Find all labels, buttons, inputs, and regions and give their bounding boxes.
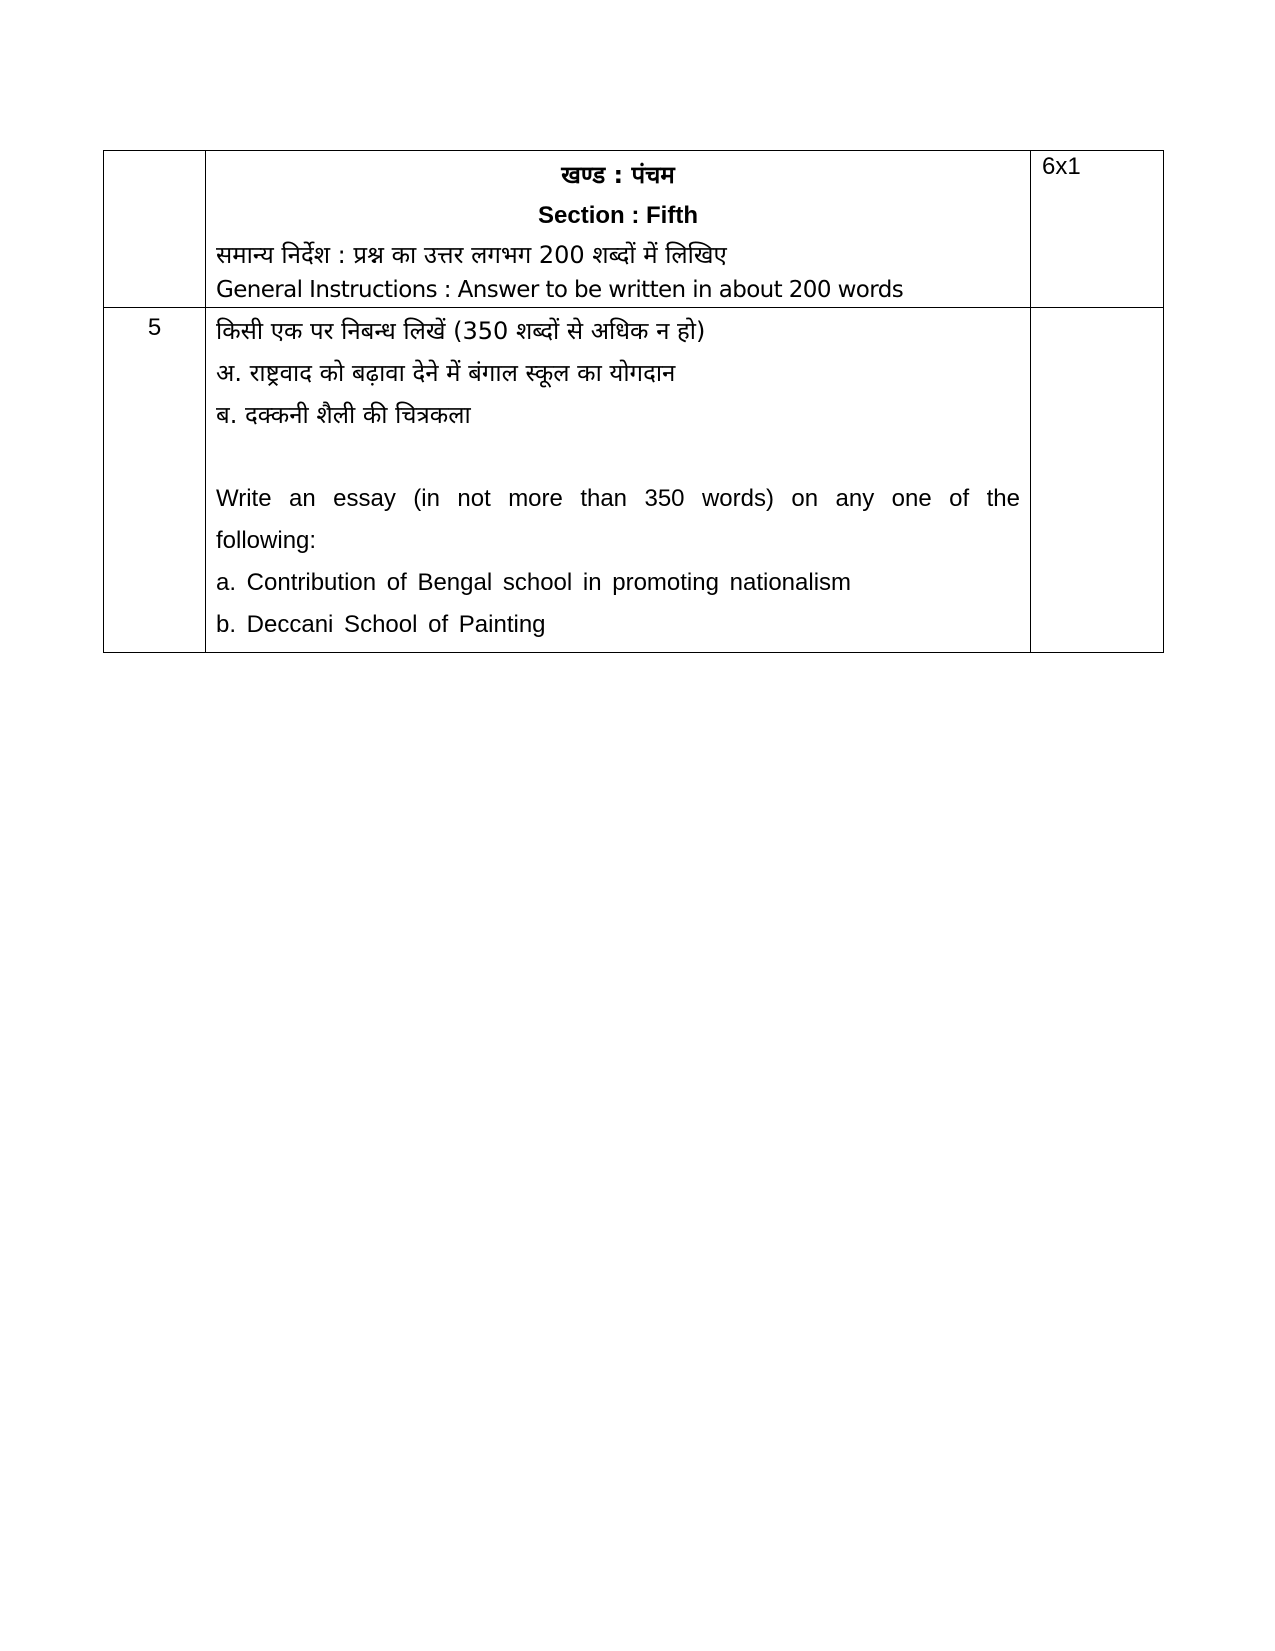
- question-prompt-hindi: किसी एक पर निबन्ध लिखें (350 शब्दों से अधिक न हो): [216, 317, 706, 345]
- section-title-english: Section : Fifth: [538, 202, 698, 229]
- spacer: [216, 436, 1020, 478]
- section-header-row: [104, 151, 1164, 308]
- section-title-hindi: खण्ड : पंचम: [561, 161, 675, 189]
- question-number: 5: [104, 308, 206, 653]
- marks-cell: 6x1: [1031, 151, 1164, 308]
- option-b-english: b. Deccani School of Painting: [216, 611, 546, 638]
- question-body-cell: [206, 308, 1031, 653]
- general-instructions-hindi: समान्य निर्देश : प्रश्न का उत्तर लगभग 200 शब्दों में लिखिए: [216, 241, 727, 269]
- question-prompt-english: Write an essay (in not more than 350 words) on any one of the following:: [216, 485, 1020, 554]
- general-instructions-english: General Instructions : Answer to be written in about 200 words: [216, 277, 904, 303]
- section-number-cell: [104, 151, 206, 308]
- option-b-hindi: ब. दक्कनी शैली की चित्रकला: [216, 401, 471, 429]
- question-table: [103, 150, 1164, 653]
- option-a-english: a. Contribution of Bengal school in promoting nationalism: [216, 569, 852, 596]
- option-a-hindi: अ. राष्ट्रवाद को बढ़ावा देने में बंगाल स्कूल का योगदान: [216, 359, 676, 387]
- section-header-cell: [206, 151, 1031, 308]
- question-row: [104, 308, 1164, 653]
- question-marks-cell: [1031, 308, 1164, 653]
